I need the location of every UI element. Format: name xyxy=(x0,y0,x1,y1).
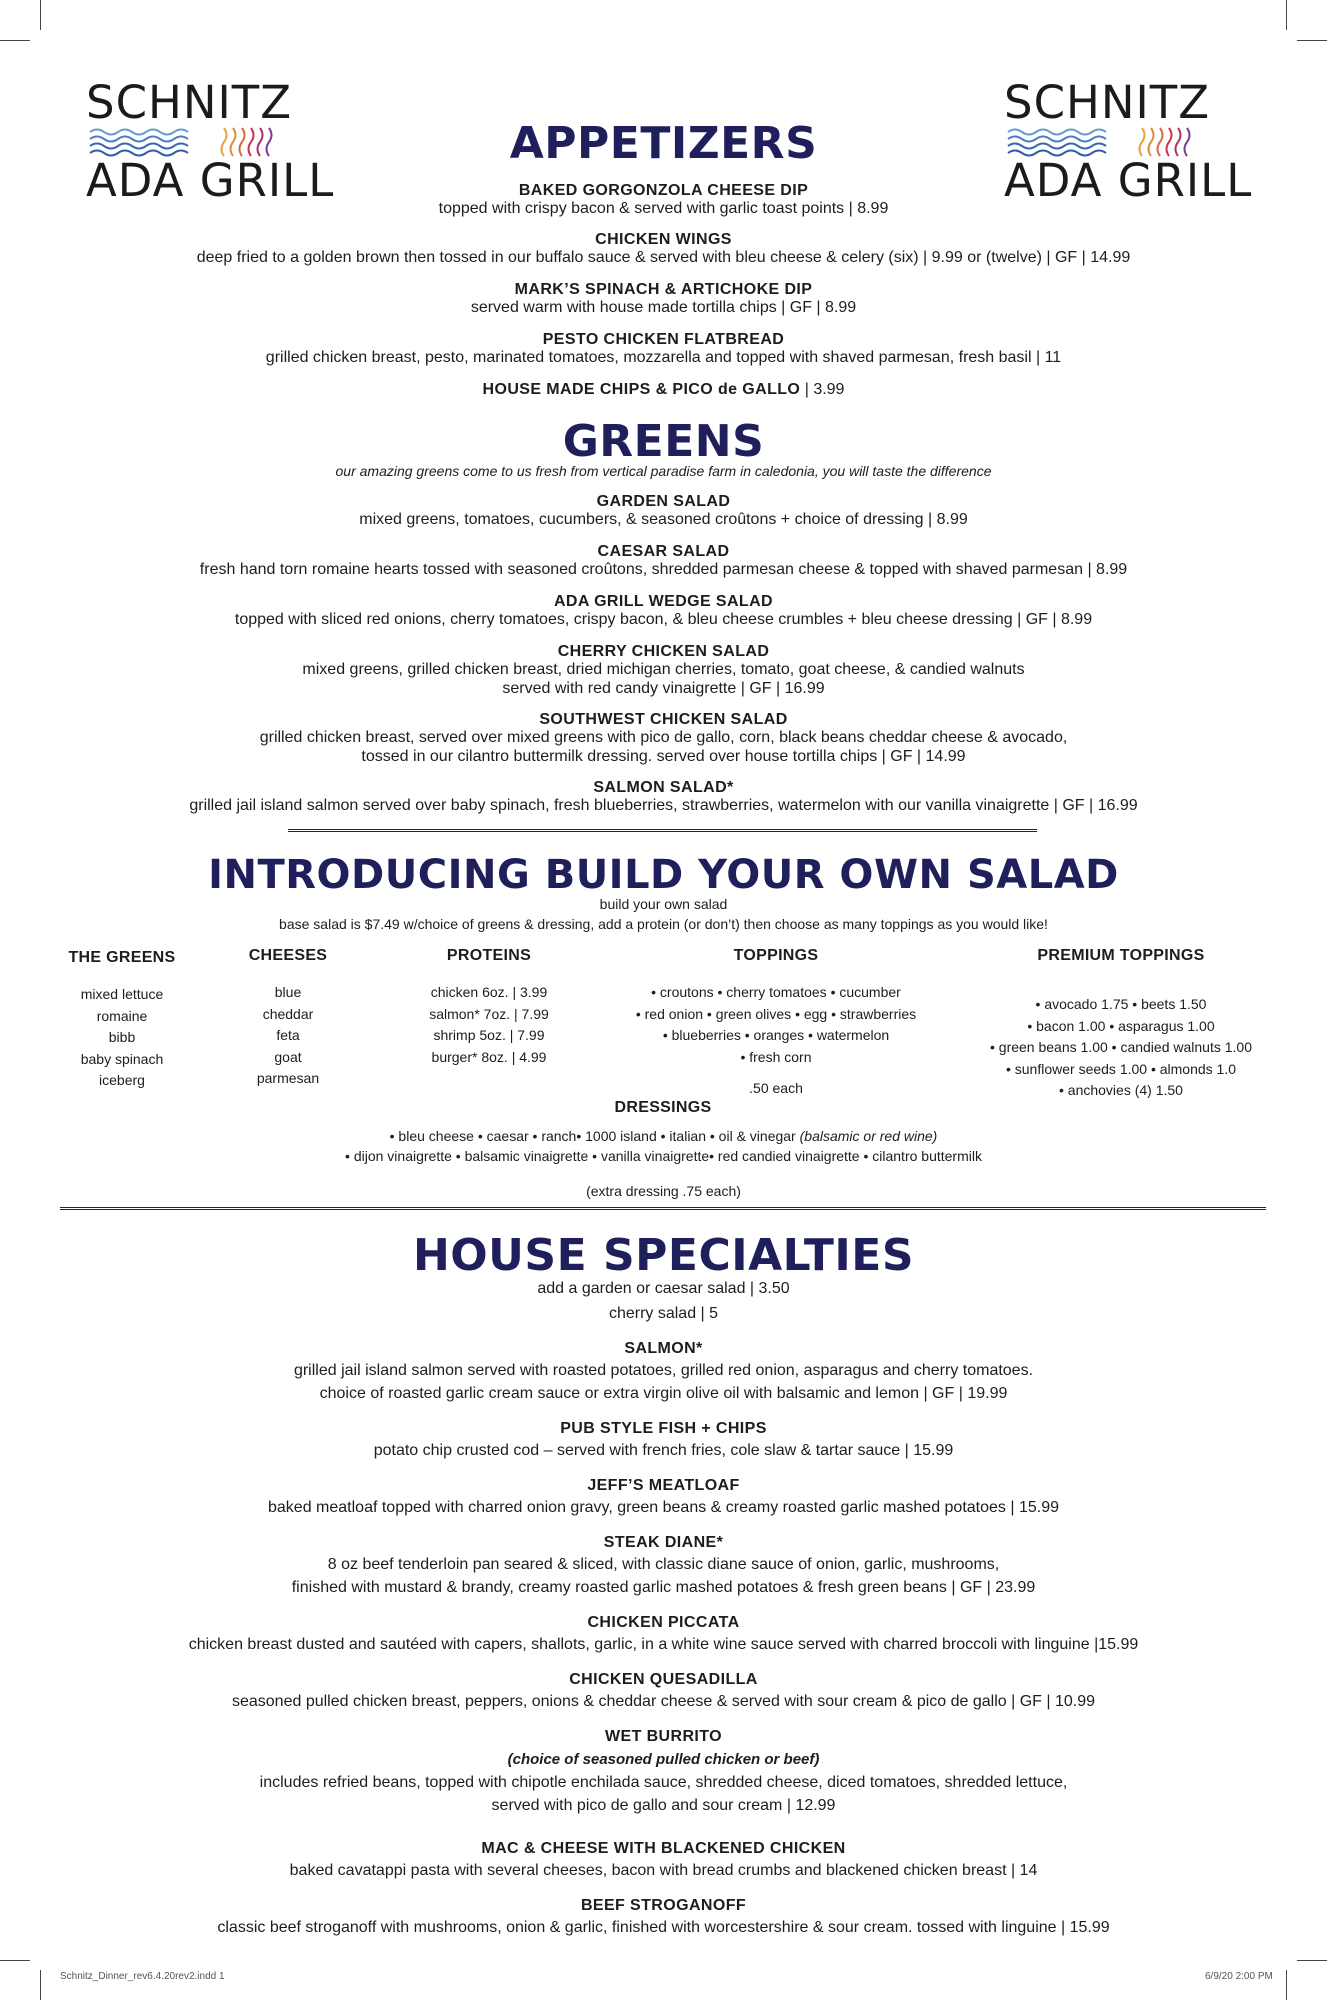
menu-item-desc: grilled jail island salmon served with roasted potatoes, grilled red onion, asparagus and cherry tomatoes. xyxy=(293,1362,1034,1379)
menu-item-name: BEEF STROGANOFF xyxy=(580,1897,747,1914)
logo-line2: ADA GRILL xyxy=(1004,154,1253,207)
menu-item-name: BAKED GORGONZOLA CHEESE DIP xyxy=(518,182,809,199)
menu-item-name: CHICKEN PICCATA xyxy=(587,1614,740,1631)
column-heading: CHEESES xyxy=(248,947,328,964)
extra-dressing-note: (extra dressing .75 each) xyxy=(586,1183,741,1199)
menu-item-desc: grilled chicken breast, served over mixed greens with pico de gallo, corn, black beans cheddar cheese & avocado, xyxy=(259,729,1068,746)
byo-cheeses-column xyxy=(228,946,348,1090)
menu-item-name: CHICKEN WINGS xyxy=(595,231,732,248)
logo-line1: SCHNITZ xyxy=(1004,76,1211,129)
menu-item-note: (choice of seasoned pulled chicken or beef) xyxy=(507,1751,820,1768)
menu-item-desc: classic beef stroganoff with mushrooms, onion & garlic, finished with worcestershire & sour cream. tossed with linguine | 15.99 xyxy=(217,1919,1110,1936)
add-salad-note: add a garden or caesar salad | 3.50 xyxy=(537,1280,790,1297)
list-item: blue xyxy=(274,984,302,1000)
menu-item-inline xyxy=(0,379,1327,401)
byo-proteins-column xyxy=(399,946,579,1068)
menu-item-desc: served with red candy vinaigrette | GF | 16.99 xyxy=(502,680,825,697)
menu-item-name: MARK’S SPINACH & ARTICHOKE DIP xyxy=(514,281,813,298)
menu-item-name: CAESAR SALAD xyxy=(597,543,730,560)
section-divider xyxy=(60,1207,1266,1210)
list-item: • red onion • green olives • egg • strawberries xyxy=(635,1005,917,1022)
byo-greens-column xyxy=(46,948,198,1092)
menu-item-desc: choice of roasted garlic cream sauce or extra virgin olive oil with balsamic and lemon | GF | 19.99 xyxy=(319,1385,1008,1402)
byo-toppings-column xyxy=(611,946,941,1100)
menu-item-desc: topped with crispy bacon & served with garlic toast points | 8.99 xyxy=(438,200,889,217)
menu-item-name: SOUTHWEST CHICKEN SALAD xyxy=(539,711,788,728)
byo-subtitle: build your own salad xyxy=(599,896,728,912)
crop-mark xyxy=(1286,1970,1287,2000)
list-item: parmesan xyxy=(256,1070,320,1087)
crop-mark xyxy=(40,1970,41,2000)
byo-premium-column xyxy=(956,946,1286,1102)
column-heading: PREMIUM TOPPINGS xyxy=(1037,947,1205,964)
list-item: • anchovies (4) 1.50 xyxy=(1059,1082,1183,1099)
menu-item-name: CHICKEN QUESADILLA xyxy=(569,1671,758,1688)
list-item: chicken 6oz. | 3.99 xyxy=(430,984,548,1000)
byo-intro: base salad is $7.49 w/choice of greens & dressing, add a protein (or don’t) then choose as many toppings as you would like! xyxy=(279,916,1048,932)
list-item: bibb xyxy=(108,1029,136,1046)
crop-mark xyxy=(0,40,30,41)
menu-item-desc: includes refried beans, topped with chipotle enchilada sauce, shredded cheese, diced tomatoes, shredded lettuce, xyxy=(259,1774,1068,1791)
menu-item-name: GARDEN SALAD xyxy=(596,493,731,510)
menu-item-name: SALMON SALAD* xyxy=(593,779,734,796)
menu-item-desc: mixed greens, grilled chicken breast, dried michigan cherries, tomato, goat cheese, & candied walnuts xyxy=(302,661,1025,678)
menu-item-desc: deep fried to a golden brown then tossed in our buffalo sauce & served with bleu cheese & celery (six) | 9.99 or (twelve) | GF | 14.99 xyxy=(196,249,1131,266)
menu-item-desc: grilled jail island salmon served over baby spinach, fresh blueberries, strawberries, watermelon with our vanilla vinaigrette | GF | 16.99 xyxy=(189,797,1138,814)
column-heading: THE GREENS xyxy=(68,949,176,966)
crop-mark xyxy=(40,0,41,30)
menu-item-name: JEFF’S MEATLOAF xyxy=(587,1477,740,1494)
menu-item-name: HOUSE MADE CHIPS & PICO de GALLO xyxy=(482,381,801,398)
list-item: salmon* 7oz. | 7.99 xyxy=(429,1005,549,1022)
greens-note: our amazing greens come to us fresh from vertical paradise farm in caledonia, you will taste the difference xyxy=(335,463,992,479)
menu-item-desc: tossed in our cilantro buttermilk dressing. served over house tortilla chips | GF | 14.99 xyxy=(361,748,966,765)
list-item: • fresh corn xyxy=(740,1048,812,1065)
menu-item-desc: grilled chicken breast, pesto, marinated tomatoes, mozzarella and topped with shaved parmesan, fresh basil | 11 xyxy=(265,349,1062,366)
menu-item-name: PESTO CHICKEN FLATBREAD xyxy=(542,331,785,348)
menu-item-desc: potato chip crusted cod – served with french fries, cole slaw & tartar sauce | 15.99 xyxy=(373,1442,954,1459)
list-item: • croutons • cherry tomatoes • cucumber xyxy=(651,984,901,1000)
list-item: • blueberries • oranges • watermelon xyxy=(662,1027,890,1044)
list-item: feta xyxy=(276,1027,300,1044)
list-item: cheddar xyxy=(262,1005,314,1022)
dressings-line1 xyxy=(0,1127,1327,1145)
list-item: • green beans 1.00 • candied walnuts 1.00 xyxy=(990,1039,1252,1056)
list-item: • sunflower seeds 1.00 • almonds 1.0 xyxy=(1005,1060,1237,1077)
column-heading: PROTEINS xyxy=(446,947,532,964)
list-item: • avocado 1.75 • beets 1.50 xyxy=(1035,996,1207,1012)
dressings-line2: • dijon vinaigrette • balsamic vinaigrette • vanilla vinaigrette• red candied vinaigrette • cilantro buttermilk xyxy=(345,1148,982,1164)
dressings-note: (balsamic or red wine) xyxy=(799,1128,938,1144)
menu-item-desc: seasoned pulled chicken breast, peppers, onions & cheddar cheese & served with sour cream & pico de gallo | GF | 10.99 xyxy=(231,1693,1096,1710)
list-item: • bacon 1.00 • asparagus 1.00 xyxy=(1027,1017,1215,1034)
list-item: shrimp 5oz. | 7.99 xyxy=(433,1027,545,1044)
menu-item-desc: 8 oz beef tenderloin pan seared & sliced, with classic diane sauce of onion, garlic, mushrooms, xyxy=(327,1556,1000,1573)
greens-heading: GREENS xyxy=(562,416,765,467)
menu-item-desc: baked cavatappi pasta with several cheeses, bacon with bread crumbs and blackened chicken breast | 14 xyxy=(289,1862,1038,1879)
dressings-list: • bleu cheese • caesar • ranch• 1000 island • italian • oil & vinegar xyxy=(389,1128,800,1144)
menu-item-desc: chicken breast dusted and sautéed with capers, shallots, garlic, in a white wine sauce served with charred broccoli with linguine |15.99 xyxy=(188,1636,1139,1653)
menu-item-name: CHERRY CHICKEN SALAD xyxy=(557,643,770,660)
menu-item-name: MAC & CHEESE WITH BLACKENED CHICKEN xyxy=(481,1840,846,1857)
menu-item-name: PUB STYLE FISH + CHIPS xyxy=(560,1420,767,1437)
menu-item-name: ADA GRILL WEDGE SALAD xyxy=(553,593,774,610)
menu-item-desc: served with pico de gallo and sour cream | 12.99 xyxy=(491,1797,836,1814)
logo-line2: ADA GRILL xyxy=(86,154,335,207)
crop-mark xyxy=(1286,0,1287,30)
menu-item-desc: fresh hand torn romaine hearts tossed with seasoned croûtons, shredded parmesan cheese & topped with shaved parmesan | 8.99 xyxy=(199,561,1128,578)
byo-heading: INTRODUCING BUILD YOUR OWN SALAD xyxy=(208,852,1119,898)
crop-mark xyxy=(1297,40,1327,41)
logo-line1: SCHNITZ xyxy=(86,76,293,129)
crop-mark xyxy=(1297,1960,1327,1961)
menu-item-desc: topped with sliced red onions, cherry tomatoes, crispy bacon, & bleu cheese crumbles + bleu cheese dressing | GF | 8.99 xyxy=(234,611,1093,628)
menu-item-desc: mixed greens, tomatoes, cucumbers, & seasoned croûtons + choice of dressing | 8.99 xyxy=(359,511,968,528)
list-item: baby spinach xyxy=(80,1050,164,1067)
print-timestamp: 6/9/20 2:00 PM xyxy=(1205,1971,1273,1982)
list-item: goat xyxy=(274,1048,302,1065)
specialties-heading: HOUSE SPECIALTIES xyxy=(412,1230,915,1281)
list-item: iceberg xyxy=(99,1072,145,1089)
menu-item-desc: finished with mustard & brandy, creamy roasted garlic mashed potatoes & fresh green beans | GF | 23.99 xyxy=(291,1579,1036,1596)
list-item: mixed lettuce xyxy=(80,986,164,1002)
add-salad-note: cherry salad | 5 xyxy=(608,1305,719,1322)
menu-item-name: STEAK DIANE* xyxy=(603,1534,724,1551)
column-heading: TOPPINGS xyxy=(733,947,819,964)
section-divider xyxy=(288,829,1037,832)
list-item: burger* 8oz. | 4.99 xyxy=(431,1048,547,1065)
menu-item-price: | 3.99 xyxy=(800,381,845,398)
menu-item-desc: baked meatloaf topped with charred onion gravy, green beans & creamy roasted garlic mashed potatoes | 15.99 xyxy=(268,1499,1059,1516)
file-slug: Schnitz_Dinner_rev6.4.20rev2.indd 1 xyxy=(60,1971,225,1982)
dressings-heading: DRESSINGS xyxy=(614,1099,712,1116)
toppings-price: .50 each xyxy=(749,1080,803,1097)
menu-item-desc: served warm with house made tortilla chips | GF | 8.99 xyxy=(470,299,857,316)
menu-item-name: SALMON* xyxy=(624,1340,703,1357)
crop-mark xyxy=(0,1960,30,1961)
appetizers-heading: APPETIZERS xyxy=(509,118,818,169)
list-item: romaine xyxy=(96,1007,148,1024)
menu-item-name: WET BURRITO xyxy=(605,1728,722,1745)
